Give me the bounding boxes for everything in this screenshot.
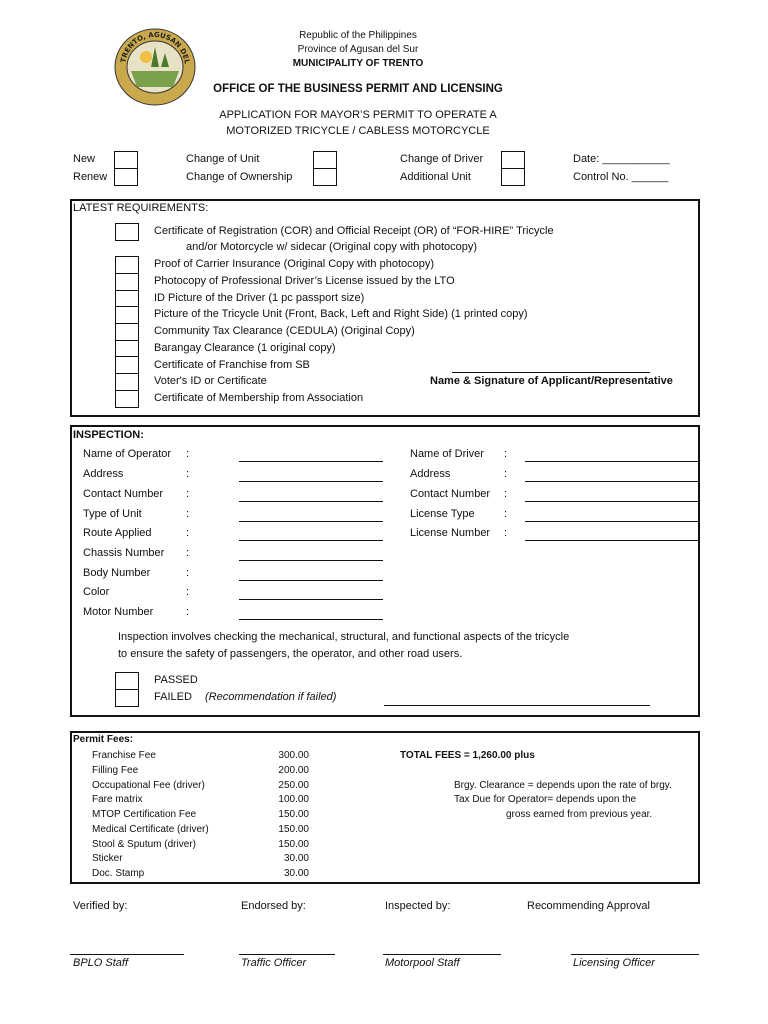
inspected-by-label: Inspected by: <box>385 900 451 912</box>
colon: : <box>186 468 190 480</box>
fees-note-tax: Tax Due for Operator= depends upon the <box>454 794 637 805</box>
requirement-checkbox-10[interactable] <box>115 390 139 408</box>
colon: : <box>186 567 190 579</box>
motorpool-staff-label: Motorpool Staff <box>385 957 460 969</box>
fee-amount: 100.00 <box>278 794 309 805</box>
requirement-checkbox-2[interactable] <box>115 256 139 274</box>
requirement-checkbox-5[interactable] <box>115 306 139 324</box>
applicant-signature-label: Name & Signature of Applicant/Representative <box>430 375 673 387</box>
colon: : <box>504 468 508 480</box>
route-applied-input[interactable] <box>239 540 383 541</box>
field-label: Address <box>83 468 124 480</box>
applicant-signature-line[interactable] <box>452 372 650 373</box>
requirement-checkbox-9[interactable] <box>115 373 139 391</box>
office-title: OFFICE OF THE BUSINESS PERMIT AND LICENSING <box>213 83 503 95</box>
option-change-driver-label: Change of Driver <box>400 153 484 165</box>
driver-contact-input[interactable] <box>525 501 698 502</box>
field-label: Chassis Number <box>83 547 165 559</box>
field-label: Route Applied <box>83 527 152 539</box>
body-number-input[interactable] <box>239 580 383 581</box>
chassis-number-input[interactable] <box>239 560 383 561</box>
requirement-item: Community Tax Clearance (CEDULA) (Original Copy) <box>154 325 415 337</box>
colon: : <box>504 488 508 500</box>
requirement-item: Picture of the Tricycle Unit (Front, Back, Left and Right Side) (1 printed copy) <box>154 308 528 320</box>
option-renew-label: Renew <box>73 171 108 183</box>
requirement-checkbox-8[interactable] <box>115 356 139 374</box>
license-number-input[interactable] <box>525 540 698 541</box>
fee-amount: 30.00 <box>283 868 309 879</box>
type-of-unit-input[interactable] <box>239 521 383 522</box>
colon: : <box>186 527 190 539</box>
driver-address-input[interactable] <box>525 481 698 482</box>
licensing-officer-label: Licensing Officer <box>573 957 655 969</box>
fees-note-brgy: Brgy. Clearance = depends upon the rate of brgy. <box>454 780 672 791</box>
motorpool-signature-line[interactable] <box>383 954 501 955</box>
colon: : <box>186 586 190 598</box>
seal-text: TRENTO, AGUSAN DEL <box>119 30 191 65</box>
requirement-checkbox-1[interactable] <box>115 223 139 241</box>
field-label: Name of Driver <box>410 448 484 460</box>
recommending-approval-label: Recommending Approval <box>527 900 650 912</box>
driver-name-input[interactable] <box>525 461 698 462</box>
date-field[interactable]: Date: ___________ <box>573 153 670 165</box>
option-new-label: New <box>73 153 96 165</box>
municipality-line: MUNICIPALITY OF TRENTO <box>292 58 424 69</box>
traffic-signature-line[interactable] <box>239 954 335 955</box>
field-label: License Number <box>410 527 491 539</box>
fee-amount: 300.00 <box>278 750 309 761</box>
operator-contact-input[interactable] <box>239 501 383 502</box>
fee-name: Occupational Fee (driver) <box>92 780 205 791</box>
license-type-input[interactable] <box>525 521 698 522</box>
field-label: Type of Unit <box>83 508 142 520</box>
passed-label: PASSED <box>154 674 198 686</box>
application-title-line2: MOTORIZED TRICYCLE / CABLESS MOTORCYCLE <box>226 125 490 137</box>
color-input[interactable] <box>239 599 383 600</box>
operator-name-input[interactable] <box>239 461 383 462</box>
requirements-title: LATEST REQUIREMENTS: <box>73 202 209 214</box>
recommendation-input[interactable] <box>384 705 650 706</box>
requirement-item: Voter's ID or Certificate <box>154 375 267 387</box>
passed-checkbox[interactable] <box>115 672 139 690</box>
failed-label: FAILED <box>154 691 192 703</box>
field-label: Body Number <box>83 567 151 579</box>
permit-fees-section <box>70 731 700 884</box>
application-title-line1: APPLICATION FOR MAYOR’S PERMIT TO OPERATE A <box>219 109 497 121</box>
inspection-note-line2: to ensure the safety of passengers, the operator, and other road users. <box>118 648 463 660</box>
option-change-ownership-label: Change of Ownership <box>186 171 293 183</box>
additional-unit-checkbox[interactable] <box>501 168 525 186</box>
colon: : <box>186 606 190 618</box>
bplo-staff-label: BPLO Staff <box>73 957 129 969</box>
option-change-unit-label: Change of Unit <box>186 153 260 165</box>
fee-amount: 250.00 <box>278 780 309 791</box>
field-label: Contact Number <box>410 488 491 500</box>
fees-note-gross: gross earned from previous year. <box>506 809 653 820</box>
traffic-officer-label: Traffic Officer <box>241 957 307 969</box>
requirement-item: and/or Motorcycle w/ sidecar (Original copy with photocopy) <box>186 241 478 253</box>
field-label: Color <box>83 586 110 598</box>
colon: : <box>186 448 190 460</box>
colon: : <box>504 508 508 520</box>
fee-name: Filling Fee <box>92 765 139 776</box>
recommendation-label: (Recommendation if failed) <box>205 691 337 703</box>
control-number-field[interactable]: Control No. ______ <box>573 171 669 183</box>
motor-number-input[interactable] <box>239 619 383 620</box>
requirement-item: Proof of Carrier Insurance (Original Copy with photocopy) <box>154 258 435 270</box>
fee-name: Stool & Sputum (driver) <box>92 839 196 850</box>
operator-address-input[interactable] <box>239 481 383 482</box>
requirement-item: Barangay Clearance (1 original copy) <box>154 342 336 354</box>
endorsed-by-label: Endorsed by: <box>241 900 306 912</box>
inspection-note-line1: Inspection involves checking the mechanical, structural, and functional aspects of the tricycle <box>118 631 570 643</box>
field-label: License Type <box>410 508 475 520</box>
requirement-item: Certificate of Membership from Association <box>154 392 364 404</box>
requirement-item: Photocopy of Professional Driver’s License issued by the LTO <box>154 275 455 287</box>
fee-amount: 150.00 <box>278 824 309 835</box>
fee-name: Doc. Stamp <box>92 868 145 879</box>
fee-amount: 30.00 <box>283 853 309 864</box>
field-label: Address <box>410 468 451 480</box>
colon: : <box>186 547 190 559</box>
new-checkbox[interactable] <box>114 151 138 169</box>
requirement-item: ID Picture of the Driver (1 pc passport size) <box>154 292 365 304</box>
requirement-checkbox-6[interactable] <box>115 323 139 341</box>
colon: : <box>186 488 190 500</box>
failed-checkbox[interactable] <box>115 689 139 707</box>
inspection-title: INSPECTION: <box>73 429 144 441</box>
renew-checkbox[interactable] <box>114 168 138 186</box>
bplo-signature-line[interactable] <box>70 954 184 955</box>
requirement-item: Certificate of Franchise from SB <box>154 359 310 371</box>
field-label: Contact Number <box>83 488 164 500</box>
field-label: Motor Number <box>83 606 154 618</box>
republic-line: Republic of the Philippines <box>299 30 417 41</box>
colon: : <box>186 508 190 520</box>
fee-name: Sticker <box>92 853 123 864</box>
fee-amount: 200.00 <box>278 765 309 776</box>
field-label: Name of Operator <box>83 448 172 460</box>
fee-name: Fare matrix <box>92 794 143 805</box>
verified-by-label: Verified by: <box>73 900 128 912</box>
option-additional-unit-label: Additional Unit <box>400 171 471 183</box>
requirement-checkbox-3[interactable] <box>115 273 139 291</box>
change-unit-checkbox[interactable] <box>313 151 337 169</box>
total-fees: TOTAL FEES = 1,260.00 plus <box>400 750 535 761</box>
requirement-item: Certificate of Registration (COR) and Official Receipt (OR) of “FOR-HIRE” Tricycle <box>154 225 554 237</box>
fee-name: Franchise Fee <box>92 750 156 761</box>
fee-amount: 150.00 <box>278 839 309 850</box>
licensing-signature-line[interactable] <box>571 954 699 955</box>
province-line: Province of Agusan del Sur <box>297 44 419 55</box>
change-ownership-checkbox[interactable] <box>313 168 337 186</box>
colon: : <box>504 448 508 460</box>
colon: : <box>504 527 508 539</box>
fee-amount: 150.00 <box>278 809 309 820</box>
change-driver-checkbox[interactable] <box>501 151 525 169</box>
fees-title: Permit Fees: <box>73 734 134 745</box>
fee-name: Medical Certificate (driver) <box>92 824 209 835</box>
fee-name: MTOP Certification Fee <box>92 809 197 820</box>
